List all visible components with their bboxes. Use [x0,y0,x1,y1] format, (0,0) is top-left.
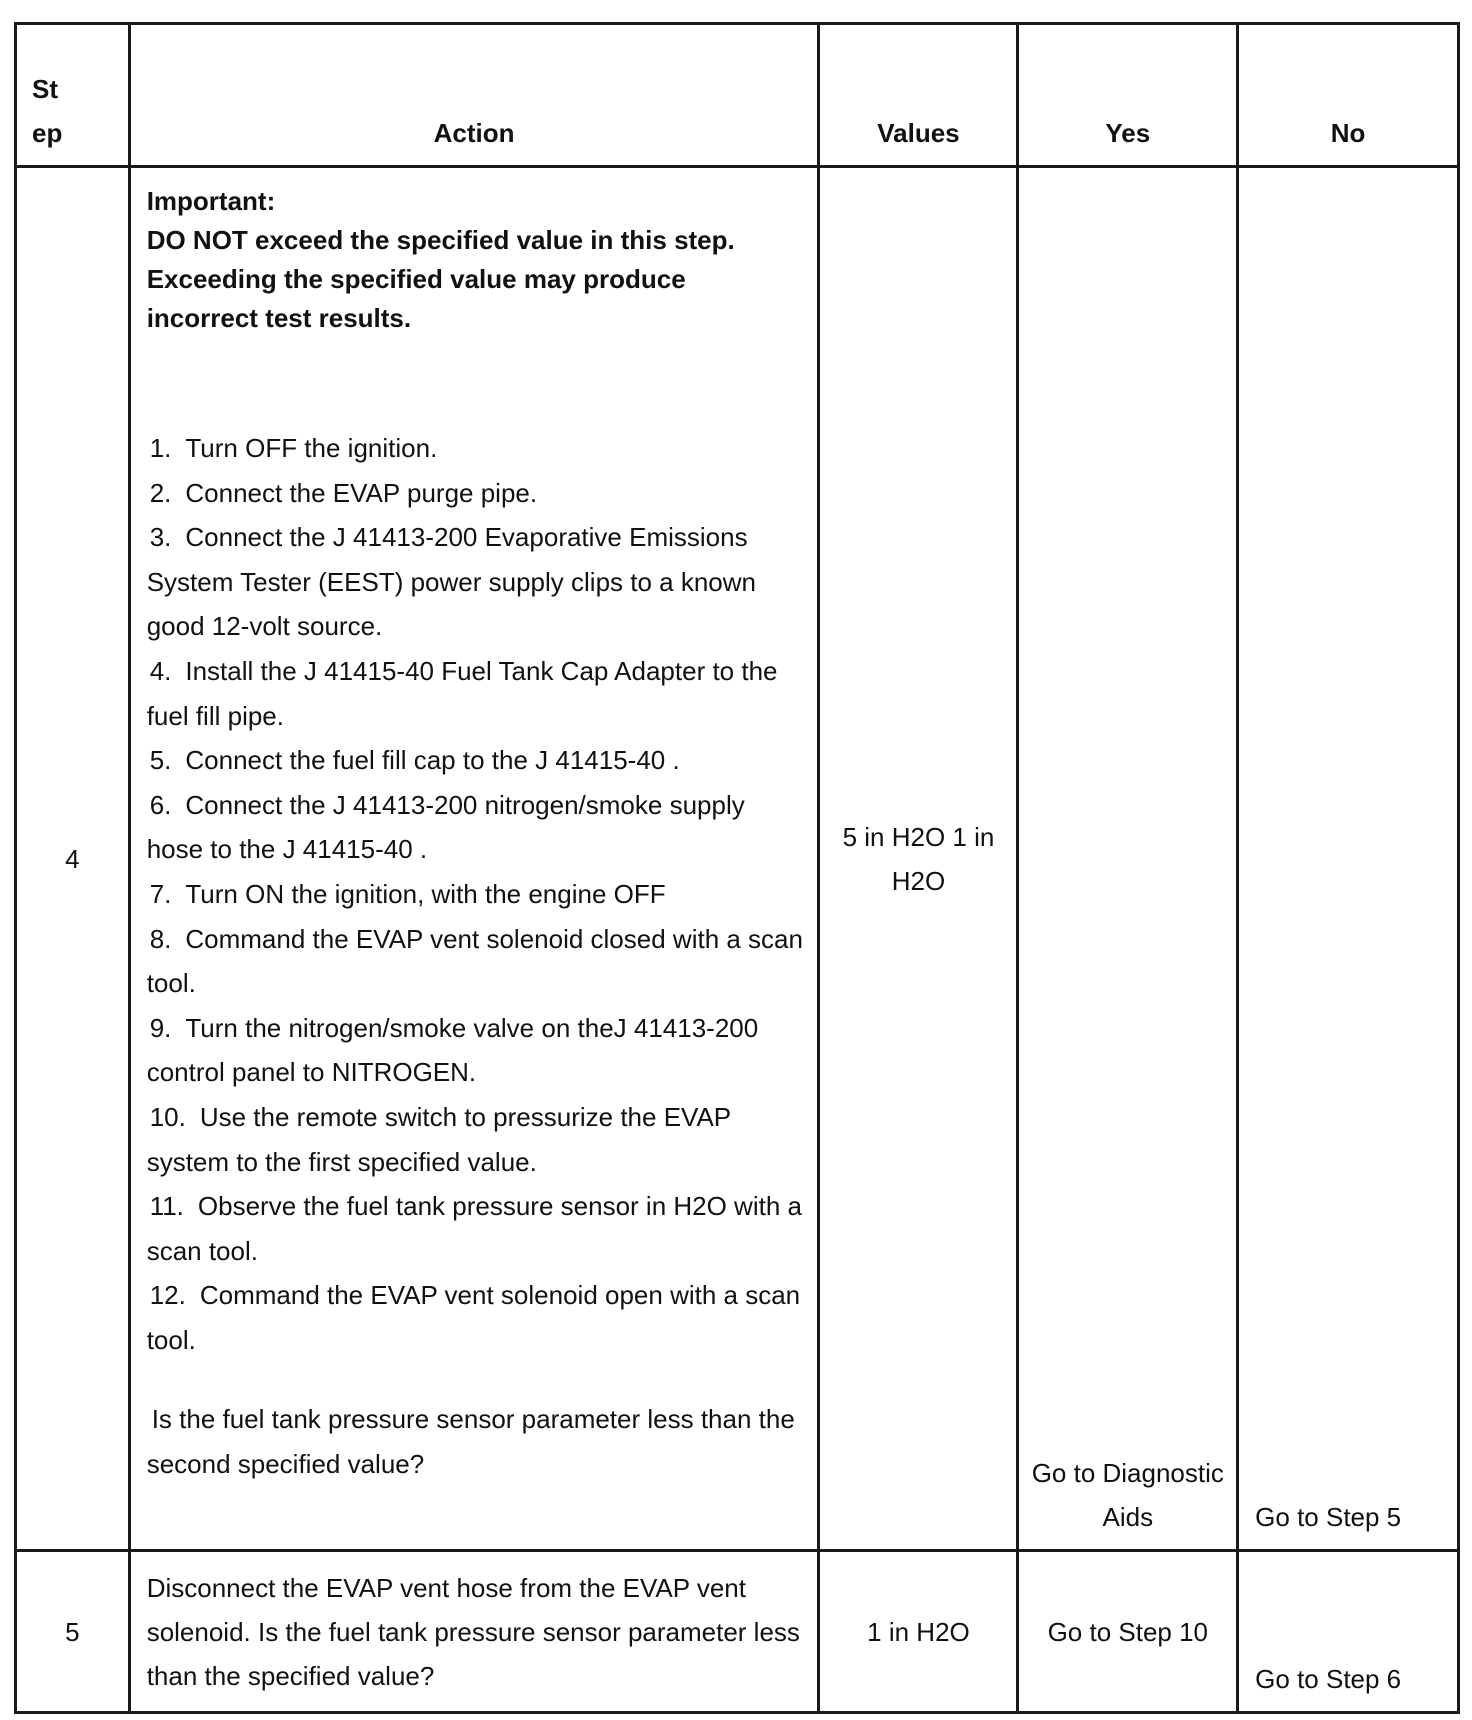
instruction-number: 11. [149,1191,184,1222]
list-item [147,872,804,917]
values-cell: 1 in H2O [819,1551,1018,1713]
instruction-number: 8. [149,923,172,954]
header-row [16,24,1459,167]
instruction-text: Use the remote switch to pressurize the EVAP system to the first specified value. [146,1101,731,1177]
question [147,1397,804,1486]
list-item [147,426,804,471]
list-item [147,515,804,649]
instruction-text: Connect the EVAP purge pipe. [185,477,538,508]
question-text: Is the fuel tank pressure sensor parameter less than the second specified value? [146,1404,795,1480]
header-step [16,24,130,167]
table-row [16,167,1459,1551]
list-item [147,471,804,516]
instruction-number: 4. [149,655,172,686]
important-label: Important: [146,186,276,216]
instruction-number: 7. [149,878,172,909]
action-cell: Disconnect the EVAP vent hose from the EVAP vent solenoid. Is the fuel tank pressure sensor parameter less than the specified value? [129,1551,819,1713]
list-item [147,738,804,783]
step-number: 5 [16,1551,130,1713]
list-item [147,1006,804,1095]
instruction-number: 6. [149,789,172,820]
instruction-number: 12. [149,1280,186,1311]
table-row [16,1551,1459,1713]
list-item [147,1095,804,1184]
spacer [147,338,804,426]
instruction-number: 5. [149,745,172,776]
instruction-text: Connect the fuel fill cap to the J 41415-40 . [185,745,680,776]
instruction-number: 1. [149,433,172,463]
instruction-number: 2. [149,477,172,508]
list-item [147,1184,804,1273]
instruction-number: 3. [149,522,172,553]
step-number: 4 [16,167,130,1551]
instruction-text: Connect the J 41413-200 nitrogen/smoke supply hose to the J 41415-40 . [146,789,745,865]
no-cell: Go to Step 6 [1238,1551,1459,1713]
header-yes: Yes [1018,24,1238,167]
no-cell: Go to Step 5 [1238,167,1459,1551]
header-step-line2: ep [32,118,63,148]
header-values: Values [819,24,1018,167]
header-step-line1: St [32,74,58,104]
list-item [147,783,804,872]
instruction-text: Install the J 41415-40 Fuel Tank Cap Adapter to the fuel fill pipe. [146,655,778,731]
instruction-text: Command the EVAP vent solenoid closed with a scan tool. [146,923,803,999]
important-text: DO NOT exceed the specified value in this step. Exceeding the specified value may produce incorrect test results. [146,225,735,333]
header-action: Action [129,24,819,167]
yes-cell: Go to Diagnostic Aids [1018,167,1238,1551]
values-cell: 5 in H2O 1 in H2O [819,167,1018,1551]
instruction-text: Command the EVAP vent solenoid open with a scan tool. [146,1280,801,1355]
yes-cell: Go to Step 10 [1018,1551,1238,1713]
diagnostic-table [14,22,1460,1714]
list-item [147,1273,804,1362]
instruction-text: Turn the nitrogen/smoke valve on theJ 41413-200 control panel to NITROGEN. [146,1012,759,1088]
instruction-list [147,426,804,1362]
instruction-number: 9. [149,1012,172,1043]
important-note [147,182,804,338]
instruction-text: Observe the fuel tank pressure sensor in H2O with a scan tool. [146,1191,802,1266]
instruction-text: Turn OFF the ignition. [185,433,438,463]
instruction-text: Turn ON the ignition, with the engine OFF [185,878,666,909]
instruction-number: 10. [149,1101,186,1132]
list-item [147,649,804,738]
action-cell [129,167,819,1551]
list-item [147,917,804,1006]
header-no: No [1238,24,1459,167]
instruction-text: Connect the J 41413-200 Evaporative Emissions System Tester (EEST) power supply clips to a known good 12-volt source. [146,522,756,642]
